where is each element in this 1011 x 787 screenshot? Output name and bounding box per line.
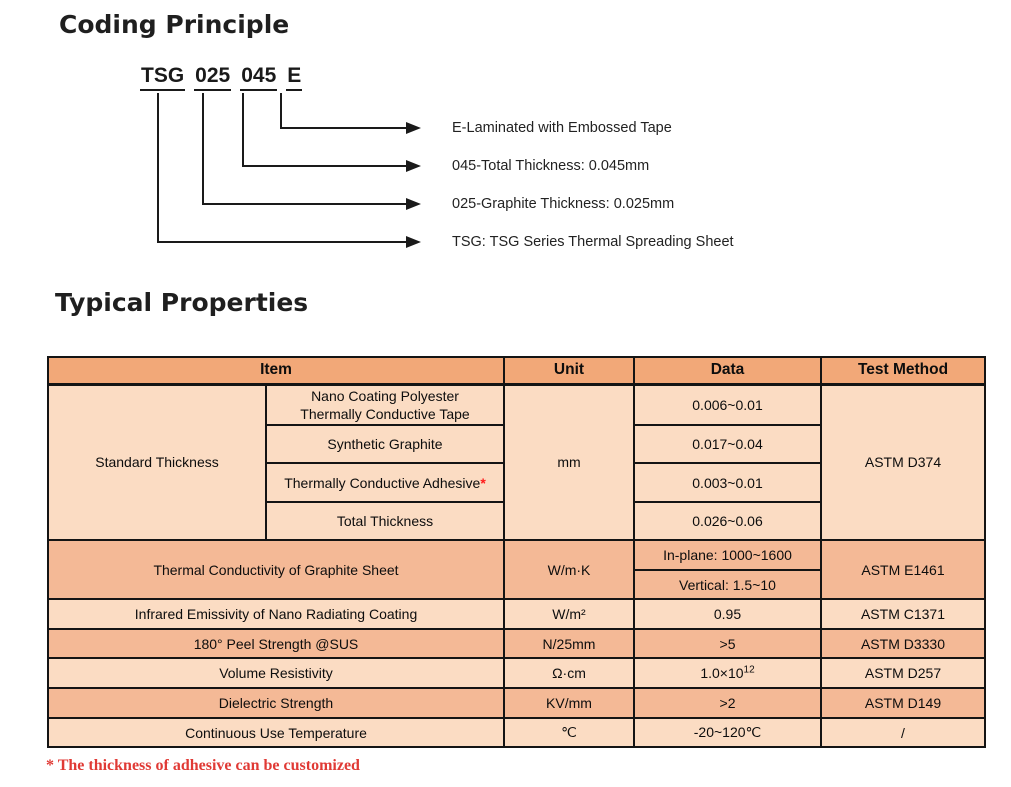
cell-item-peel-strength: 180° Peel Strength @SUS <box>48 629 504 658</box>
cell-unit: N/25mm <box>504 629 634 658</box>
code-part-025: 025 <box>194 64 231 91</box>
cell-item-infrared-emissivity: Infrared Emissivity of Nano Radiating Coating <box>48 599 504 629</box>
cell-item-total-thickness: Total Thickness <box>266 502 504 540</box>
cell-standard-thickness: Standard Thickness <box>48 384 266 540</box>
cell-data: >2 <box>634 688 821 718</box>
table-row <box>48 540 985 570</box>
table-header-row <box>48 357 985 384</box>
cell-test-method: ASTM C1371 <box>821 599 985 629</box>
connector-025 <box>203 93 421 210</box>
adhesive-footnote: * The thickness of adhesive can be customized <box>46 757 360 774</box>
cell-data: >5 <box>634 629 821 658</box>
cell-data: 0.95 <box>634 599 821 629</box>
coding-principle-title: Coding Principle <box>59 10 290 39</box>
code-label-tsg: TSG: TSG Series Thermal Spreading Sheet <box>452 234 734 250</box>
typical-properties-table <box>47 356 986 748</box>
typical-properties-table-container <box>47 356 986 748</box>
cell-unit: ℃ <box>504 718 634 747</box>
connector-e <box>281 93 421 134</box>
table-row <box>48 688 985 718</box>
table-row <box>48 629 985 658</box>
header-test-method: Test Method <box>821 357 985 384</box>
cell-test-method: ASTM D257 <box>821 658 985 688</box>
cell-unit-mm: mm <box>504 384 634 540</box>
code-part-045: 045 <box>240 64 277 91</box>
cell-item-synthetic-graphite: Synthetic Graphite <box>266 425 504 463</box>
cell-data-in-plane: In-plane: 1000~1600 <box>634 540 821 570</box>
cell-data-vertical: Vertical: 1.5~10 <box>634 570 821 599</box>
header-unit: Unit <box>504 357 634 384</box>
value-exponent: 12 <box>743 664 755 676</box>
arrowhead-icon <box>406 198 421 210</box>
cell-data: 0.006~0.01 <box>634 384 821 425</box>
header-item: Item <box>48 357 504 384</box>
table-row <box>48 599 985 629</box>
cell-item-volume-resistivity: Volume Resistivity <box>48 658 504 688</box>
cell-data: -20~120℃ <box>634 718 821 747</box>
code-part-tsg: TSG <box>140 64 185 91</box>
cell-test-method: ASTM D149 <box>821 688 985 718</box>
cell-unit: W/m² <box>504 599 634 629</box>
item-line: Thermally Conductive Tape <box>300 405 470 422</box>
cell-item-thermal-conductivity: Thermal Conductivity of Graphite Sheet <box>48 540 504 599</box>
cell-test-method: ASTM E1461 <box>821 540 985 599</box>
cell-item-dielectric-strength: Dielectric Strength <box>48 688 504 718</box>
code-label-e: E-Laminated with Embossed Tape <box>452 120 672 136</box>
code-label-025: 025-Graphite Thickness: 0.025mm <box>452 196 675 212</box>
cell-test-method: ASTM D3330 <box>821 629 985 658</box>
product-code <box>140 64 302 91</box>
code-label-045: 045-Total Thickness: 0.045mm <box>452 158 650 174</box>
cell-data-volume-resistivity <box>634 658 821 688</box>
cell-data: 0.026~0.06 <box>634 502 821 540</box>
cell-test-method: ASTM D374 <box>821 384 985 540</box>
typical-properties-title: Typical Properties <box>55 288 309 317</box>
arrowhead-icon <box>406 160 421 172</box>
connector-tsg <box>158 93 421 248</box>
table-row <box>48 658 985 688</box>
header-data: Data <box>634 357 821 384</box>
item-line: Nano Coating Polyester <box>311 387 459 404</box>
cell-item-nano-tape <box>266 384 504 425</box>
table-row <box>48 718 985 747</box>
arrowhead-icon <box>406 236 421 248</box>
table-row <box>48 384 985 425</box>
code-part-e: E <box>286 64 302 91</box>
item-text: Thermally Conductive Adhesive <box>284 474 481 491</box>
connector-045 <box>243 93 421 172</box>
cell-unit: W/m·K <box>504 540 634 599</box>
cell-unit: KV/mm <box>504 688 634 718</box>
adhesive-footnote-asterisk: * <box>480 474 486 491</box>
cell-item-continuous-use-temperature: Continuous Use Temperature <box>48 718 504 747</box>
value-base: 1.0×10 <box>700 665 744 681</box>
arrowhead-icon <box>406 122 421 134</box>
cell-data: 0.003~0.01 <box>634 463 821 502</box>
cell-test-method: / <box>821 718 985 747</box>
cell-item-adhesive <box>266 463 504 502</box>
cell-unit: Ω·cm <box>504 658 634 688</box>
cell-data: 0.017~0.04 <box>634 425 821 463</box>
